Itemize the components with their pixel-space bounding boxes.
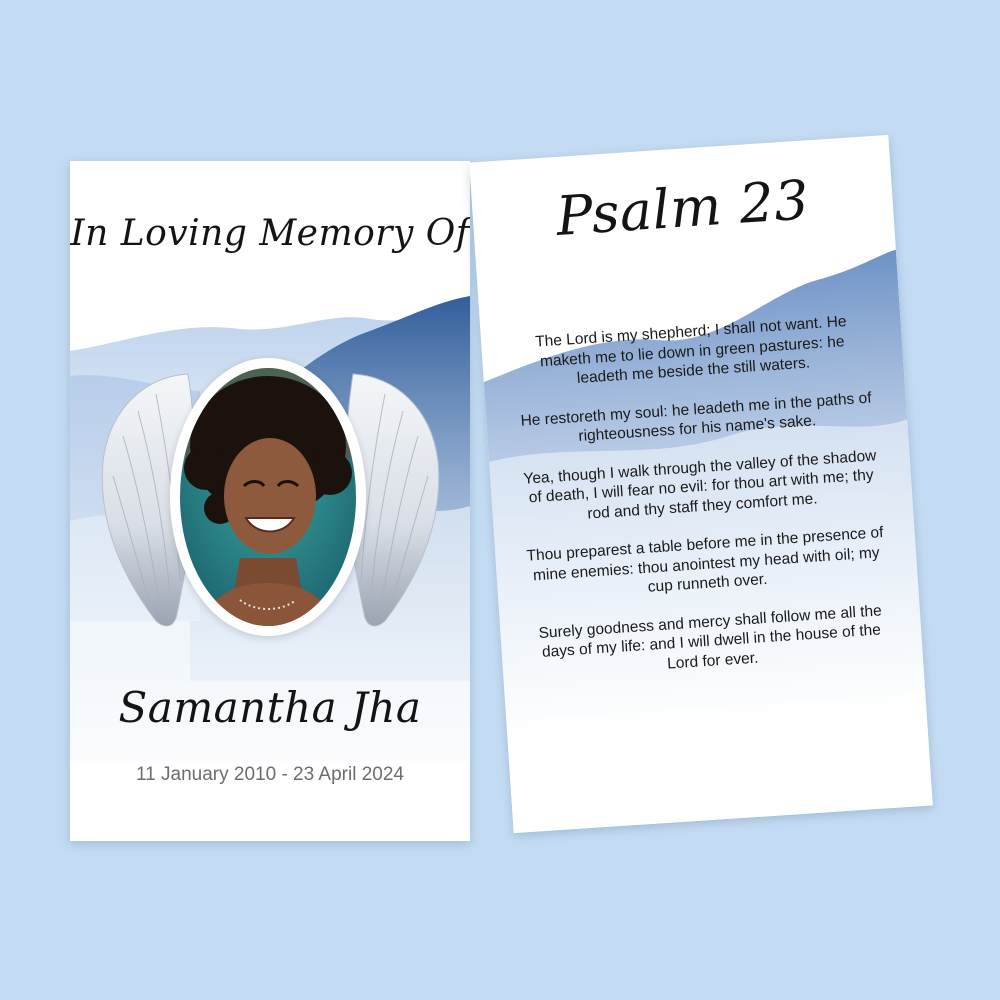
- psalm-verse: He restoreth my soul: he leadeth me in the paths of righteousness for his name's sake.: [520, 389, 872, 445]
- portrait-frame: [170, 358, 366, 636]
- psalm-title: Psalm 23: [554, 168, 812, 248]
- life-dates: 11 January 2010 - 23 April 2024: [136, 764, 404, 785]
- psalm-verse: Yea, though I walk through the valley of the shadow of death, I will fear no evil: for thou art with me; thy rod and thy staff they comfort me.: [522, 446, 877, 523]
- psalm-verse: Surely goodness and mercy shall follow me all the days of my life: and I will dwell in the house of the Lord for ever.: [538, 601, 883, 673]
- memorial-card-front: [70, 161, 470, 841]
- heading-in-loving-memory: In Loving Memory Of: [70, 213, 470, 254]
- psalm-verse: The Lord is my shepherd; I shall not want. He maketh me to lie down in green pastures: he leadeth me beside the still waters.: [534, 313, 848, 387]
- psalm-verse: Thou preparest a table before me in the presence of mine enemies: thou anointest my head with oil; my cup runneth over.: [526, 524, 884, 596]
- portrait-photo: [180, 368, 356, 626]
- memorial-card-back: [469, 135, 933, 833]
- psalm-text: [511, 310, 895, 701]
- deceased-name: Samantha Jha: [118, 683, 422, 732]
